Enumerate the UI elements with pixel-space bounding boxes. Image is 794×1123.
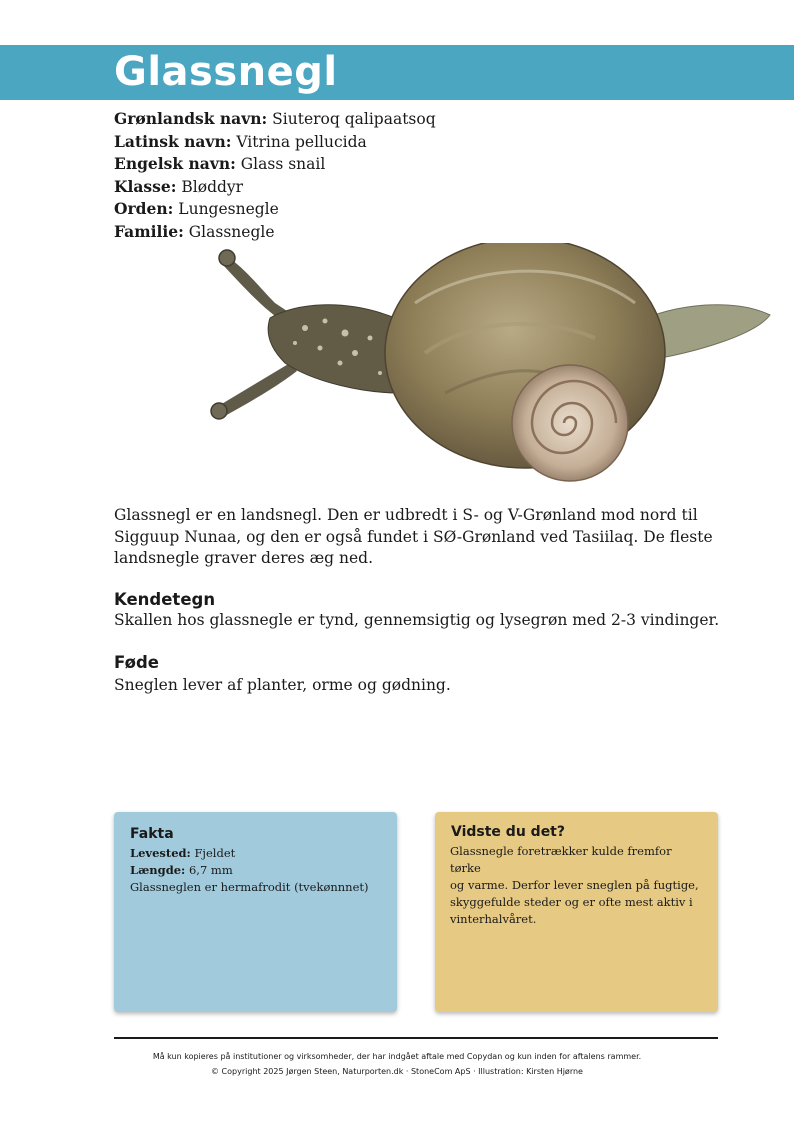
fakta-row <box>130 845 381 862</box>
name-label: Engelsk navn: <box>114 154 236 174</box>
name-label: Grønlandsk navn: <box>114 109 268 128</box>
vidste-line: og varme. Derfor lever sneglen på fugtige, <box>450 878 699 892</box>
copyright-credits: © Copyright 2025 Jørgen Steen, Naturporten.dk · StoneCom ApS · Illustration: Kirsten Hjørne <box>211 1067 583 1076</box>
kendetegn-heading: Kendetegn <box>114 590 216 609</box>
snail-illustration <box>195 243 775 483</box>
fakta-value: Fjeldet <box>194 846 236 860</box>
name-row <box>114 198 436 221</box>
copyright-notice: Må kun kopieres på institutioner og virksomheder, der har indgået aftale med Copydan og kun inden for aftalens rammer. <box>152 1052 642 1061</box>
fakta-row <box>130 862 381 879</box>
fakta-value: 6,7 mm <box>188 863 233 877</box>
vidste-line: Glassnegle foretrækker kulde fremfor tørke <box>450 844 672 875</box>
name-label: Orden: <box>114 199 174 219</box>
name-value: Bløddyr <box>181 177 244 196</box>
name-value: Siuteroq qalipaatsoq <box>272 110 436 128</box>
name-value: Vitrina pellucida <box>236 132 367 151</box>
name-row <box>114 153 436 176</box>
vidste-title: Vidste du det? <box>451 824 565 840</box>
fakta-box <box>114 812 397 1012</box>
name-label: Klasse: <box>114 176 177 196</box>
name-row <box>114 221 436 244</box>
vidste-line: vinterhalvåret. <box>450 912 537 926</box>
name-label: Latinsk navn: <box>114 131 232 151</box>
fakta-label: Levested: <box>130 846 191 860</box>
intro-paragraph <box>114 505 714 570</box>
name-row <box>114 131 436 154</box>
species-names <box>114 108 436 244</box>
name-row <box>114 108 436 131</box>
name-value: Glassnegle <box>188 222 275 241</box>
intro-line: Sigguup Nunaa, og den er også fundet i SØ-Grønland ved Tasiilaq. De fleste <box>114 527 713 546</box>
vidste-du-det-box <box>435 812 718 1012</box>
fode-heading: Føde <box>114 653 159 672</box>
name-value: Glass snail <box>240 155 326 174</box>
page-title: Glassnegl <box>114 49 338 95</box>
intro-line: landsnegle graver deres æg ned. <box>114 549 374 567</box>
fakta-note: Glassneglen er hermafrodit (tvekønnnet) <box>130 880 369 894</box>
name-value: Lungesnegle <box>178 200 279 219</box>
footer-divider <box>114 1037 718 1039</box>
intro-line: Glassnegl er en landsnegl. Den er udbredt i S- og V-Grønland mod nord til <box>114 506 698 524</box>
name-label: Familie: <box>114 221 184 241</box>
vidste-line: skyggefulde steder og er ofte mest aktiv i <box>450 895 693 909</box>
fode-text: Sneglen lever af planter, orme og gødning. <box>114 676 451 694</box>
fakta-label: Længde: <box>130 863 186 877</box>
fakta-title: Fakta <box>130 826 174 842</box>
name-row <box>114 176 436 199</box>
kendetegn-text: Skallen hos glassnegle er tynd, gennemsigtig og lysegrøn med 2-3 vindinger. <box>114 611 720 629</box>
